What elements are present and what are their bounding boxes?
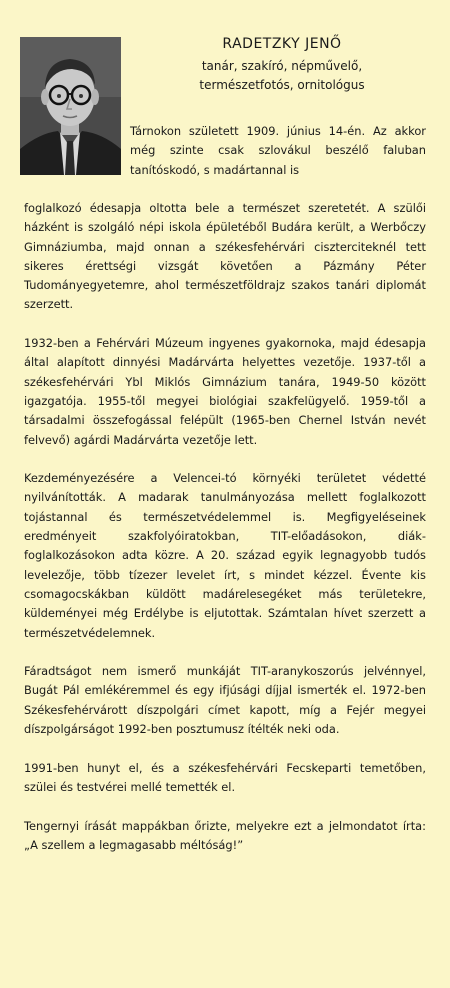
roles-line-2: természetfotós, ornitológus — [199, 78, 365, 92]
paragraph-motto: Tengernyi írását mappákban őrizte, melyekre ezt a jelmondatot írta: „A szellem a legmagasabb méltóság!” — [24, 818, 426, 852]
portrait-icon — [20, 37, 121, 175]
paragraph-death: 1991-ben hunyt el, és a székesfehérvári Fecskeparti temetőben, szülei és testvérei mellé temették el. — [24, 760, 426, 794]
portrait-photo — [20, 37, 121, 175]
paragraph-childhood: foglalkozó édesapja oltotta bele a természet szeretetét. A szülői házként is szolgáló népi iskola épületéből Budára került, a Werbőczy Gimnáziumba, majd onnan a székesfehérvári ciszterciteknél tett sikeres érettségi vizsgát követően a Pázmány Péter Tudományegyetemre, ahol természetföldrajz szakos tanári diplomát szerzett. — [24, 201, 426, 312]
roles-line-1: tanár, szakíró, népművelő, — [201, 59, 363, 73]
person-roles — [130, 57, 434, 95]
paragraph-career: 1932-ben a Fehérvári Múzeum ingyenes gyakornoka, majd édesapja által alapított dinnyési Madárvárta helyettes vezetője. 1937-től a székesfehérvári Ybl Miklós Gimnázium tanára, 1949-50 között igazgatója. 1955-től megyei biológiai szakfelügyelő. 1959-től a társadalmi összefogással felépült (1965-ben Chernel István nevét felvevő) agárdi Madárvárta vezetője lett. — [24, 336, 426, 447]
paragraph-work: Kezdeményezésére a Velencei-tó környéki területet védetté nyilvánították. A madarak tanulmányozása mellett foglalkozott tojástannal és természetvédelemmel is. Megfigyeléseinek eredményeit szakfolyóiratokban, TIT-előadásokon, diák-foglalkozásokon adta közre. A 20. század egyik legnagyobb tudós levelezője, több tízezer levelet írt, s mindet kézzel. Évente kis csomagocskákban küldött madárelesegéket más területekre, küldeményei még Erdélybe is eljutottak. Számtalan hívet szerzett a természetvédelemnek. — [24, 471, 426, 640]
paragraph-honors: Fáradtságot nem ismerő munkáját TIT-aranykoszorús jelvénnyel, Bugát Pál emlékéremmel és egy ifjúsági díjjal ismerték el. 1972-ben Székesfehérvárott díszpolgári címet kapott, míg a Fejér megyei díszpolgárságot 1992-ben posztumusz ítélték neki oda. — [24, 664, 426, 737]
biography-body — [24, 199, 426, 874]
intro-text: Tárnokon született 1909. június 14-én. Az akkor még szinte csak szlovákul beszélő faluban tanítóskodó, s madártannal is — [130, 124, 426, 177]
person-name: RADETZKY JENŐ — [222, 36, 342, 52]
biography-header — [130, 36, 434, 95]
